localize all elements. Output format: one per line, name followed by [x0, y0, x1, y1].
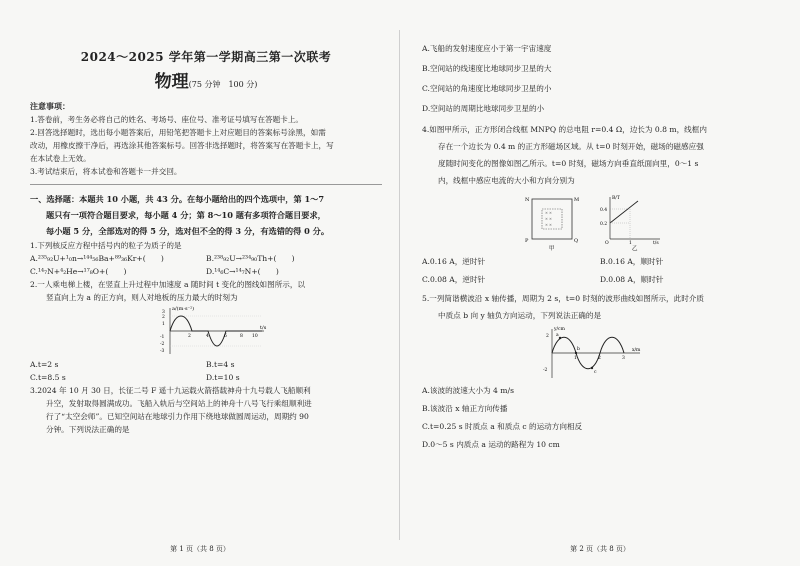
- point-c: c: [594, 370, 597, 375]
- q2-ylabel: a/(m·s⁻²): [172, 306, 195, 312]
- q5-xtick: 1: [574, 356, 577, 361]
- q2-xtick: 10: [252, 334, 258, 339]
- notice-line: 在本试卷上无效。: [30, 154, 91, 163]
- q2-ytick: 2: [162, 315, 165, 320]
- point-b: b: [577, 347, 580, 352]
- corner-n: N: [525, 197, 530, 203]
- section-instructions: 题只有一项符合题目要求，每小题 4 分；第 8～10 题有多项符合题目要求，: [46, 210, 326, 220]
- subject-line: [30, 67, 382, 92]
- svg-text:× ×: × ×: [545, 223, 552, 227]
- q4-ytick: 0.2: [600, 222, 608, 227]
- question-4: 4.如图甲所示，正方形闭合线框 MNPQ 的总电阻 r=0.4 Ω，边长为 0.8 m，线框内: [422, 125, 707, 134]
- question-3-cont: 升空，发射取得圆满成功。飞船入轨后与空间站上的神舟十八号飞行乘组顺利进: [46, 399, 312, 408]
- q5-ytick: 2: [546, 334, 549, 339]
- fig-label-a: 甲: [549, 246, 555, 252]
- q2-option-b: B.t=4 s: [206, 360, 235, 369]
- q3-option-b: B.空间站的线速度比地球同步卫星的大: [422, 64, 552, 73]
- q3-option-d: D.空间站的周期比地球同步卫星的小: [422, 104, 545, 113]
- q5-wave-graph: [540, 326, 650, 380]
- q2-xtick: 2: [188, 334, 191, 339]
- q1-option-a: A.²³⁵₉₂U+¹₀n→¹⁴⁴₅₆Ba+⁸⁹₃₆Kr+( ): [30, 254, 164, 263]
- question-2-cont: 竖直向上为 a 的正方向，则人对地板的压力最大的时刻为: [46, 293, 238, 302]
- q2-ytick: -2: [160, 342, 165, 347]
- q5-ylabel: y/cm: [554, 327, 565, 332]
- q2-xtick: 4: [206, 334, 209, 339]
- q5-option-c: C.t=0.25 s 时质点 a 和质点 c 的运动方向相反: [422, 422, 583, 431]
- q2-xlabel: t/s: [260, 325, 267, 331]
- q3-option-c: C.空间站的角速度比地球同步卫星的小: [422, 84, 552, 93]
- section-instructions: 一、选择题：本题共 10 小题，共 43 分。在每小题给出的四个选项中，第 1～7: [30, 194, 325, 204]
- svg-text:× ×: × ×: [545, 217, 552, 221]
- subject-meta: (75 分钟 100 分): [188, 80, 258, 89]
- page-footer: 第 2 页（共 8 页）: [570, 545, 630, 553]
- fig-label-b: 乙: [632, 246, 638, 252]
- q3-option-a: A.飞船的发射速度应小于第一宇宙速度: [422, 44, 552, 53]
- q2-ytick: 1: [162, 322, 165, 327]
- q2-option-d: D.t=10 s: [206, 373, 240, 382]
- q2-xtick: 8: [240, 334, 243, 339]
- q2-ytick: -3: [160, 349, 165, 354]
- q4-ylabel: B/T: [612, 196, 620, 201]
- q4-option-a: A.0.16 A，逆时针: [422, 257, 486, 266]
- q4-options: [422, 255, 778, 268]
- q2-option-a: A.t=2 s: [30, 360, 59, 369]
- question-3-cont: 分钟。下列说法正确的是: [46, 425, 130, 434]
- q1-options: [30, 252, 382, 265]
- question-2: 2.一人乘电梯上楼，在竖直上升过程中加速度 a 随时间 t 变化的图线如图所示，以: [30, 280, 306, 289]
- q4-options: [422, 273, 778, 286]
- q2-ytick: 3: [162, 310, 165, 315]
- notice-line: 2.回答选择题时，选出每小题答案后，用铅笔把答题卡上对应题目的答案标号涂黑，如需: [30, 128, 326, 137]
- corner-p: P: [525, 238, 529, 244]
- exam-title: 2024～2025 学年第一学期高三第一次联考: [80, 50, 332, 64]
- question-4-cont: 内，线框中感应电流的大小和方向分别为: [438, 176, 575, 185]
- question-4-cont: 度随时间变化的图像如图乙所示。t=0 时刻，磁场方向垂直纸面向里，0～1 s: [438, 159, 699, 168]
- subject-name: 物理: [154, 72, 189, 92]
- q4-xlabel: t/s: [653, 241, 659, 246]
- q2-option-c: C.t=8.5 s: [30, 373, 66, 382]
- notice-line: 1.答卷前，考生务必将自己的姓名、考场号、座位号、准考证号填写在答题卡上。: [30, 115, 304, 124]
- question-1: 1.下列核反应方程中括号内的粒子为质子的是: [30, 241, 182, 250]
- q1-options: [30, 265, 382, 278]
- q5-xtick: 3: [622, 356, 625, 361]
- q1-option-c: C.¹⁴₇N+⁴₂He→¹⁷₈O+( ): [30, 267, 127, 276]
- q4-option-b: B.0.16 A，顺时针: [600, 257, 664, 266]
- q1-option-d: D.¹⁴₆C→¹⁴₇N+( ): [206, 267, 279, 276]
- q4-xtick: 1: [629, 241, 632, 246]
- q1-option-b: B.²³⁸₉₂U→²³⁴₉₀Th+( ): [206, 254, 295, 263]
- q4-ytick: 0.4: [600, 208, 608, 213]
- notice-line: 3.考试结束后，将本试卷和答题卡一并交回。: [30, 167, 182, 176]
- q4-option-c: C.0.08 A，逆时针: [422, 275, 486, 284]
- q5-xtick: 2: [598, 356, 601, 361]
- q5-ytick: -2: [543, 368, 548, 373]
- q2-ytick: -1: [160, 335, 165, 340]
- question-3: 3.2024 年 10 月 30 日，长征二号 F 遥十九运载火箭搭载神舟十九号载人飞船顺利: [30, 386, 311, 395]
- q5-option-d: D.0～5 s 内质点 a 运动的路程为 10 cm: [422, 440, 560, 449]
- q2-options: [30, 358, 382, 371]
- q2-options: [30, 371, 382, 384]
- q5-xlabel: x/m: [632, 348, 641, 353]
- notice-line: 改动，用橡皮擦干净后，再选涂其他答案标号。回答非选择题时，将答案写在答题卡上，写: [30, 141, 334, 150]
- q4-origin: O: [605, 241, 609, 246]
- svg-text:× ×: × ×: [545, 211, 552, 215]
- page-2: [400, 0, 800, 566]
- question-3-cont: 行了“太空会师”。已知空间站在地球引力作用下绕地球做圆周运动，周期约 90: [46, 412, 309, 421]
- q4-figures: [520, 193, 720, 251]
- q5-option-b: B.该波沿 x 轴正方向传播: [422, 404, 508, 413]
- question-5-cont: 中质点 b 向 y 轴负方向运动，下列说法正确的是: [438, 311, 602, 320]
- q5-option-a: A.该波的波速大小为 4 m/s: [422, 386, 514, 395]
- q2-xtick: 6: [224, 334, 227, 339]
- point-a: a: [556, 333, 559, 338]
- question-4-cont: 存在一个边长为 0.4 m 的正方形磁场区域。从 t=0 时刻开始，磁场的磁感应强: [438, 142, 704, 151]
- notice-heading: 注意事项：: [30, 101, 70, 111]
- q2-acceleration-graph: [152, 306, 272, 356]
- section-separator: [30, 184, 382, 185]
- question-5: 5.一列简谐横波沿 x 轴传播，周期为 2 s，t=0 时刻的波形曲线如图所示，此时介质: [422, 294, 704, 303]
- q4-option-d: D.0.08 A，顺时针: [600, 275, 664, 284]
- page-footer: 第 1 页（共 8 页）: [170, 545, 230, 553]
- corner-m: M: [574, 197, 580, 203]
- corner-q: Q: [574, 238, 579, 244]
- section-instructions: 每小题 5 分，全部选对的得 5 分，选对但不全的得 3 分，有选错的得 0 分。: [46, 226, 330, 236]
